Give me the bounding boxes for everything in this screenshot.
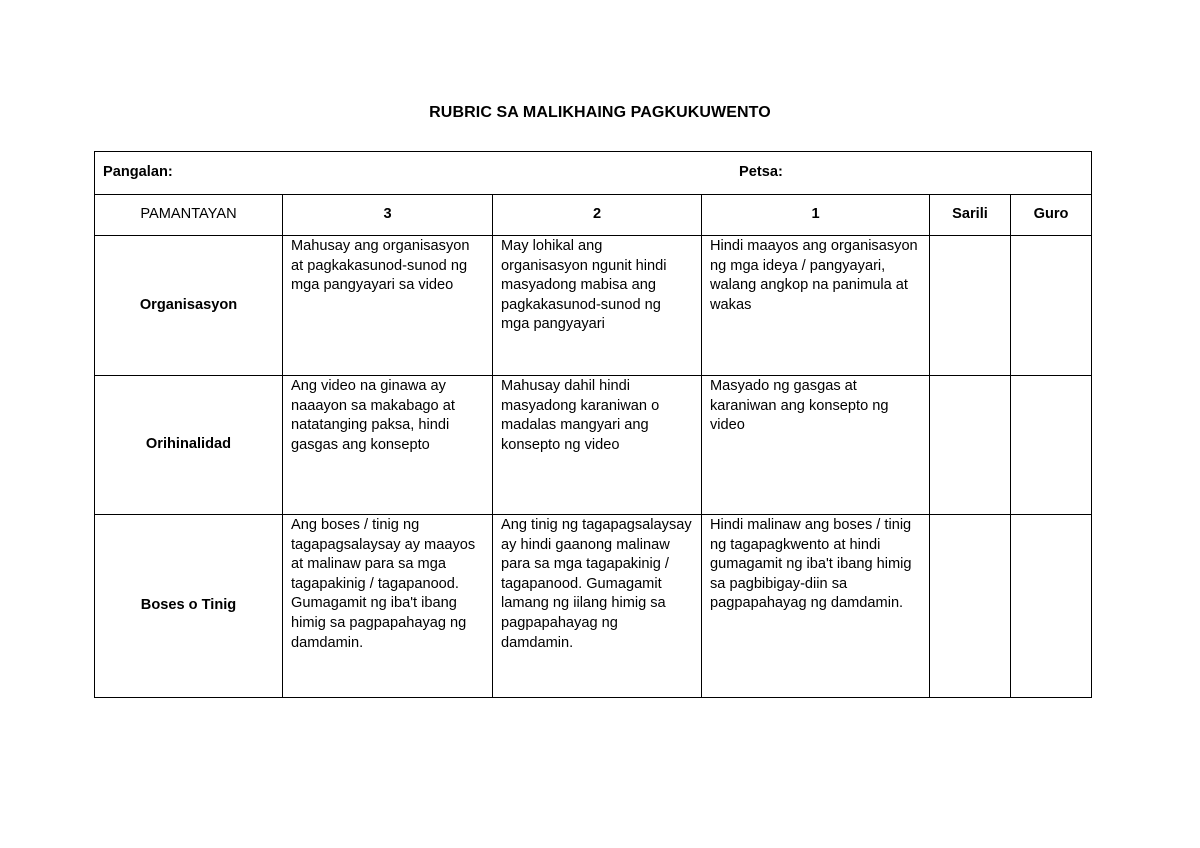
level-3-description: Ang boses / tinig ng tagapagsalaysay ay maayos at malinaw para sa mga tagapakinig / tagapanood. Gumagamit ng iba't ibang himig sa pagpapahayag ng damdamin. bbox=[283, 515, 493, 698]
header-level-2: 2 bbox=[493, 195, 702, 236]
student-info-cell bbox=[95, 152, 1092, 195]
criterion-name: Orihinalidad bbox=[95, 376, 283, 515]
sarili-score-cell[interactable] bbox=[930, 236, 1011, 376]
criterion-row-organisasyon bbox=[95, 236, 1092, 376]
criterion-row-orihinalidad bbox=[95, 376, 1092, 515]
criterion-row-boses-o-tinig bbox=[95, 515, 1092, 698]
header-level-1: 1 bbox=[702, 195, 930, 236]
date-label: Petsa: bbox=[739, 164, 783, 180]
level-3-description: Mahusay ang organisasyon at pagkakasunod-sunod ng mga pangyayari sa video bbox=[283, 236, 493, 376]
header-pamantayan: PAMANTAYAN bbox=[95, 195, 283, 236]
document-title: RUBRIC SA MALIKHAING PAGKUKUWENTO bbox=[429, 104, 771, 121]
level-2-description: May lohikal ang organisasyon ngunit hindi masyadong mabisa ang pagkakasunod-sunod ng mga pangyayari bbox=[493, 236, 702, 376]
header-level-3: 3 bbox=[283, 195, 493, 236]
student-info-row bbox=[95, 152, 1092, 195]
criterion-name: Boses o Tinig bbox=[95, 515, 283, 698]
header-row bbox=[95, 195, 1092, 236]
level-2-description: Ang tinig ng tagapagsalaysay ay hindi gaanong malinaw para sa mga tagapakinig / tagapanood. Gumagamit lamang ng iilang himig sa pagpapahayag ng damdamin. bbox=[493, 515, 702, 698]
level-1-description: Hindi malinaw ang boses / tinig ng tagapagkwento at hindi gumagamit ng iba't ibang himig sa pagbibigay-diin sa pagpapahayag ng damdamin. bbox=[702, 515, 930, 698]
level-3-description: Ang video na ginawa ay naaayon sa makabago at natatanging paksa, hindi gasgas ang konsepto bbox=[283, 376, 493, 515]
guro-score-cell[interactable] bbox=[1011, 236, 1092, 376]
sarili-score-cell[interactable] bbox=[930, 515, 1011, 698]
guro-score-cell[interactable] bbox=[1011, 376, 1092, 515]
rubric-table bbox=[94, 151, 1092, 698]
guro-score-cell[interactable] bbox=[1011, 515, 1092, 698]
header-guro: Guro bbox=[1011, 195, 1092, 236]
level-1-description: Masyado ng gasgas at karaniwan ang konsepto ng video bbox=[702, 376, 930, 515]
name-label: Pangalan: bbox=[103, 164, 173, 180]
level-1-description: Hindi maayos ang organisasyon ng mga ideya / pangyayari, walang angkop na panimula at wakas bbox=[702, 236, 930, 376]
level-2-description: Mahusay dahil hindi masyadong karaniwan o madalas mangyari ang konsepto ng video bbox=[493, 376, 702, 515]
header-sarili: Sarili bbox=[930, 195, 1011, 236]
sarili-score-cell[interactable] bbox=[930, 376, 1011, 515]
criterion-name: Organisasyon bbox=[95, 236, 283, 376]
